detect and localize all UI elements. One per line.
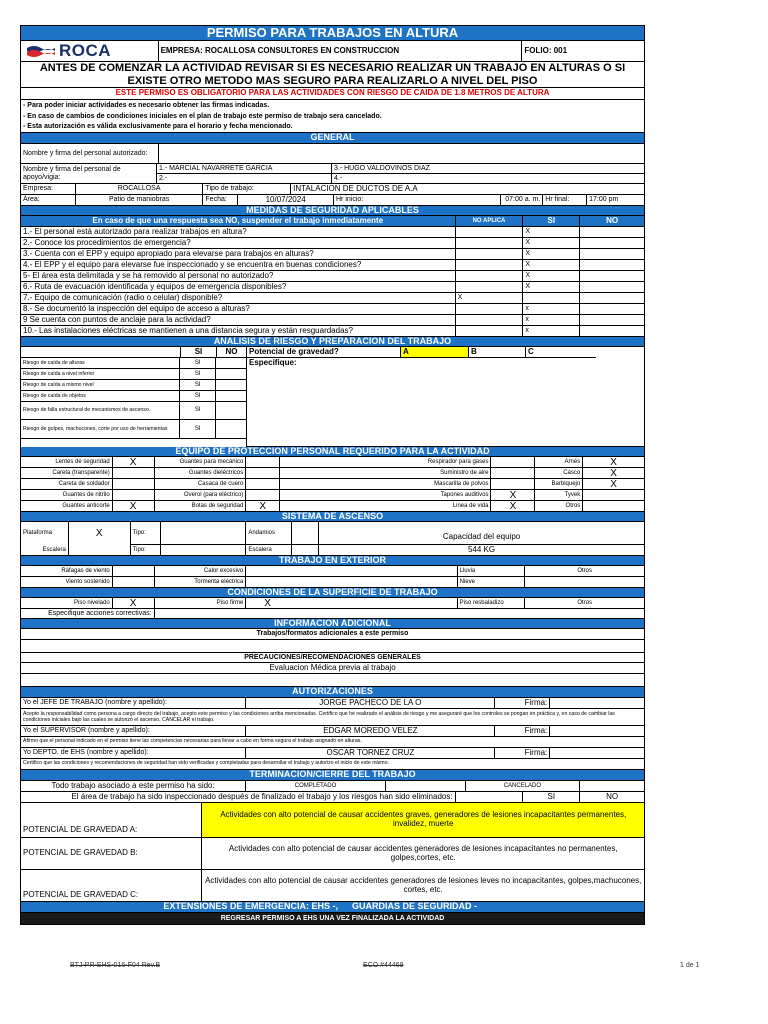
medida-row (20, 304, 645, 315)
medida-si-mark[interactable]: X (523, 238, 580, 249)
risk-label: Riesgo de caída a nivel inferior (21, 369, 180, 380)
folio: FOLIO: 001 (522, 41, 644, 62)
epp-item-label: Otros (535, 501, 583, 512)
risk-si-mark[interactable]: SI (180, 391, 216, 402)
epp-item-label: Casco (535, 468, 583, 479)
risk-row (21, 420, 246, 439)
ehs-name[interactable]: OSCAR TORNEZ CRUZ (246, 748, 495, 759)
company-logo (21, 41, 159, 62)
cierre-heading: TERMINACION/CIERRE DEL TRABAJO (21, 770, 644, 781)
epp-row (20, 468, 645, 479)
risk-row (21, 402, 246, 420)
hr-final-label: Hr final: (543, 195, 587, 206)
supervisor-firma-label: Firma: (495, 726, 550, 737)
cancelado-mark[interactable] (580, 781, 644, 792)
acciones-value[interactable] (155, 609, 644, 619)
medida-si-mark[interactable] (523, 293, 580, 304)
note-2: - En caso de cambios de condiciones iniciales en el plan de trabajo este permiso de trabajo sera cancelado. (23, 112, 382, 120)
extensiones-emergencia: EXTENSIONES DE EMERGENCIA: EHS -, (21, 902, 340, 913)
tipo-label: Tipo de trabajo: (203, 184, 291, 195)
empresa-label: Empresa: (21, 184, 76, 195)
personal-4[interactable]: 4.- (332, 174, 644, 184)
epp-item-mark[interactable] (491, 457, 535, 468)
fecha-value[interactable]: 10/07/2024 (238, 195, 334, 206)
epp-list (20, 457, 645, 512)
logo-flag-icon (27, 44, 55, 58)
epp-item-mark[interactable] (113, 468, 155, 479)
plataforma-tipo-value[interactable] (161, 522, 247, 545)
risk-row (21, 391, 246, 402)
medida-row (20, 249, 645, 260)
medida-item-label: 8.- Se documentó la inspección del equipo de acceso a alturas? (21, 304, 456, 315)
tormenta-mark[interactable] (246, 577, 457, 588)
medida-si-mark[interactable]: x (523, 315, 580, 326)
piso-resbaladizo-label: Piso resbaladizo (458, 598, 526, 609)
viento-label: Viento sostenido (21, 577, 113, 588)
jefe-text: Acepto la responsabilidad como persona a cargo directo del trabajo, acepto este permiso y las condiciones arriba mencionadas. Certifico que he realizado el análisis de riesgo y me aseguraré que los controles se pongan en práctica y, en caso de cambiar las condiciones iniciales bajo las cuales se autorizó el ascenso, CANCELAR el trabajo. (21, 709, 644, 726)
hr-inicio-value[interactable]: 07:00 a. m. (501, 195, 543, 206)
rafagas-label: Ráfagas de viento (21, 566, 113, 577)
acciones-label: Especifique acciones correctivas: (21, 609, 155, 619)
potencial-b[interactable]: B (469, 347, 526, 358)
medida-row (20, 260, 645, 271)
inspeccionado-blank (456, 792, 524, 803)
jefe-label: Yo el JEFE DE TRABAJO (nombre y apellido): (21, 698, 246, 709)
jefe-firma[interactable] (550, 698, 644, 709)
analisis-blank (21, 347, 181, 358)
risk-label: Riesgo de falla estructural de mecanismos de ascenso. (21, 402, 180, 420)
epp-item-label: Arnés (535, 457, 583, 468)
precauciones-label: PRECAUCIONES/RECOMENDACIONES GENERALES (21, 653, 644, 663)
epp-item-mark[interactable]: X (113, 457, 155, 468)
medida-no-aplica-mark[interactable] (456, 282, 524, 293)
epp-item-label: Respirador para gases (280, 457, 491, 468)
permit-form (20, 25, 645, 925)
calor-mark[interactable] (246, 566, 457, 577)
escalera-mark[interactable] (69, 545, 131, 556)
epp-heading: EQUIPO DE PROTECCION PERSONAL REQUERIDO PARA LA ACTIVIDAD (21, 447, 644, 457)
epp-item-mark[interactable] (583, 490, 644, 501)
piso-nivelado-label: Piso nivelado (21, 598, 113, 609)
epp-item-label: Guantes dieléctricos (155, 468, 247, 479)
epp-item-mark[interactable] (246, 457, 280, 468)
medida-no-mark[interactable] (580, 260, 644, 271)
nieve-label: Nieve (458, 577, 526, 588)
supervisor-firma[interactable] (550, 726, 644, 737)
form-title: PERMISO PARA TRABAJOS EN ALTURA (21, 26, 644, 41)
medida-no-aplica-mark[interactable] (456, 304, 524, 315)
medida-no-aplica-mark[interactable] (456, 315, 524, 326)
risk-label: Riesgo de caída de objetos (21, 391, 180, 402)
medida-item-label: 4.- El EPP y el equipo para elevarse fue inspeccionado y se encuentra en buenas condiciones? (21, 260, 456, 271)
inspeccionado-no[interactable]: NO (580, 792, 644, 803)
escalera-label: Escalera (21, 545, 69, 556)
medida-si-mark[interactable]: X (523, 249, 580, 260)
epp-row (20, 490, 645, 501)
epp-item-label: Guantes anticorte (21, 501, 113, 512)
epp-item-label: Tyvek (535, 490, 583, 501)
analisis-col-no: NO (217, 347, 247, 358)
risk-si-mark[interactable]: SI (180, 358, 216, 369)
medida-item-label: 3.- Cuenta con el EPP y equipo apropiado para elevarse para trabajos en alturas? (21, 249, 456, 260)
medida-row (20, 271, 645, 282)
epp-item-mark[interactable]: X (491, 490, 535, 501)
exterior-otros-value[interactable] (525, 577, 644, 588)
medida-no-aplica-mark[interactable] (456, 227, 524, 238)
medida-no-mark[interactable] (580, 315, 644, 326)
plataforma-tipo-label: Tipo: (131, 522, 161, 545)
medida-no-mark[interactable] (580, 326, 644, 337)
epp-row (20, 479, 645, 490)
potencial-a[interactable]: A (401, 347, 469, 358)
medida-no-mark[interactable] (580, 304, 644, 315)
logo-text: ROCA (59, 41, 112, 60)
completado-mark[interactable] (386, 781, 466, 792)
capacidad-value[interactable]: 544 KG (319, 545, 644, 556)
medida-row (20, 315, 645, 326)
epp-item-label: Careta de soldador (21, 479, 113, 490)
epp-item-mark[interactable]: X (583, 457, 644, 468)
epp-item-label: Linea de vida (280, 501, 491, 512)
mandatory-note: ESTE PERMISO ES OBLIGATORIO PARA LAS ACTIVIDADES CON RIESGO DE CAIDA DE 1.8 METROS DE ALTURA (21, 88, 644, 100)
medida-si-mark[interactable]: x (523, 304, 580, 315)
page-number: 1 de 1 (680, 962, 700, 969)
area-value[interactable]: Patio de maniobras (76, 195, 204, 206)
epp-item-mark[interactable] (113, 479, 155, 490)
trabajos-adicionales: Trabajos/formatos adicionales a este permiso (21, 629, 644, 640)
potencial-c-label: POTENCIAL DE GRAVEDAD C: (21, 870, 202, 902)
col-si: SI (523, 216, 580, 227)
risk-no-mark[interactable] (216, 420, 246, 439)
exterior-otros-label: Otros (525, 566, 644, 577)
medida-item-label: 1.- El personal está autorizado para realizar trabajos en altura? (21, 227, 456, 238)
epp-item-label: Overol (para eléctrico) (155, 490, 247, 501)
risk-label: Riesgo de golpes, machucones, corte por uso de herramientas (21, 420, 180, 439)
personal-1[interactable]: 1.- MARCIAL NAVARRETE GARCIA (157, 164, 332, 174)
epp-item-mark[interactable] (491, 468, 535, 479)
piso-nivelado-mark[interactable]: X (113, 598, 155, 609)
medida-no-mark[interactable] (580, 271, 644, 282)
epp-item-label: Barbiquejo (535, 479, 583, 490)
epp-item-mark[interactable] (246, 490, 280, 501)
medida-row (20, 326, 645, 337)
epp-item-mark[interactable]: X (246, 501, 280, 512)
risk-row (21, 380, 246, 391)
potencial-label: Potencial de gravedad? (247, 347, 401, 358)
medida-row (20, 227, 645, 238)
escalera-label-2: Escalera (246, 545, 292, 556)
eco-number: ECO #44469 (363, 962, 404, 969)
epp-item-label: Tapones auditivos (280, 490, 491, 501)
epp-item-mark[interactable]: X (491, 501, 535, 512)
analisis-col-si: SI (181, 347, 217, 358)
tipo-value[interactable]: INTALACION DE DUCTOS DE A.A (291, 184, 644, 195)
epp-item-label: Mascarilla de polvos (280, 479, 491, 490)
risk-row (21, 369, 246, 380)
medida-item-label: 5- El área esta delimitada y se ha removido al personal no autorizado? (21, 271, 456, 282)
risk-label: Riesgo de caída a mismo nivel (21, 380, 180, 391)
completado-label[interactable]: COMPLETADO (246, 781, 386, 792)
risk-label: Riesgo de caída de alturas (21, 358, 180, 369)
medidas-subheading: En caso de que una respuesta sea NO, suspender el trabajo inmediatamente (21, 216, 456, 227)
epp-item-label: Careta (transparente) (21, 468, 113, 479)
form-code: BTJ-PR-EHS-016-F04 Rev.B (70, 962, 161, 969)
ascenso-heading: SISTEMA DE ASCENSO (21, 512, 644, 522)
piso-firme-mark[interactable]: X (246, 598, 457, 609)
medida-item-label: 2.- Conoce los procedimientos de emergencia? (21, 238, 456, 249)
viento-mark[interactable] (113, 577, 155, 588)
potencial-b-label: POTENCIAL DE GRAVEDAD B: (21, 838, 202, 870)
personal-signature[interactable] (159, 144, 644, 164)
epp-row (20, 457, 645, 468)
medida-no-mark[interactable] (580, 238, 644, 249)
fecha-label: Fecha: (203, 195, 238, 206)
epp-item-mark[interactable] (583, 501, 644, 512)
capacidad-label: Capacidad del equipo (319, 522, 644, 545)
superficie-otros-label: Otros (525, 598, 644, 609)
medida-no-mark[interactable] (580, 293, 644, 304)
exterior-heading: TRABAJO EN EXTERIOR (21, 556, 644, 566)
risk-no-mark[interactable] (216, 358, 246, 369)
medida-si-mark[interactable]: X (523, 227, 580, 238)
risk-no-mark[interactable] (216, 369, 246, 380)
area-label: Área: (21, 195, 76, 206)
plataforma-mark[interactable]: X (69, 522, 131, 545)
risk-si-mark[interactable]: SI (180, 369, 216, 380)
trabajos-adicionales-value[interactable] (21, 640, 644, 653)
evaluacion-medica[interactable]: Evaluacion Médica previa al trabajo (21, 663, 644, 674)
analisis-heading: ANALISIS DE RIESGO Y PREPARACION DEL TRABAJO (21, 337, 644, 347)
personal-2[interactable]: 2.- (157, 174, 332, 184)
note-3: - Esta autorización es válida exclusivamente para el horario y fecha mencionado. (21, 122, 644, 133)
epp-item-mark[interactable]: X (113, 501, 155, 512)
inspeccionado-label: El área de trabajo ha sido inspeccionado después de finalizado el trabajo y los riesgos han sido eliminados: (21, 792, 456, 803)
medida-si-mark[interactable]: X (523, 282, 580, 293)
asociado-label: Todo trabajo asociado a este permiso ha sido: (21, 781, 246, 792)
risk-no-mark[interactable] (216, 380, 246, 391)
risk-si-mark[interactable]: SI (180, 380, 216, 391)
risk-list (21, 358, 246, 439)
potencial-c-text: Actividades con alto potencial de causar accidentes generadores de lesiones leves no incapacitantes, golpes,machucones, cortes, etc. (202, 870, 644, 902)
medida-si-mark[interactable]: X (523, 260, 580, 271)
apoyo-label: Nombre y firma del personal de apoyo/vigia: (21, 164, 157, 184)
epp-item-mark[interactable] (113, 490, 155, 501)
col-no: NO (580, 216, 644, 227)
medida-row (20, 282, 645, 293)
epp-item-mark[interactable]: X (583, 468, 644, 479)
epp-item-label: Suministro de aire (280, 468, 491, 479)
medida-item-label: 6.- Ruta de evacuación identificada y equipos de emergencia disponibles? (21, 282, 456, 293)
risk-row (21, 358, 246, 369)
risk-si-mark[interactable]: SI (180, 402, 216, 420)
escalera-tipo-label: Tipo: (131, 545, 161, 556)
calor-label: Calor excesivo (155, 566, 247, 577)
jefe-firma-label: Firma: (495, 698, 550, 709)
hr-inicio-label: Hr inicio: (334, 195, 501, 206)
ehs-label: Yo DEPTO. de EHS (nombre y apellido): (21, 748, 246, 759)
col-no-aplica: NO APLICA (456, 216, 524, 227)
empresa-value[interactable]: ROCALLOSA (76, 184, 204, 195)
jefe-name[interactable]: JORGE PACHECO DE LA O (246, 698, 495, 709)
general-heading: GENERAL (21, 133, 644, 144)
inspeccionado-si[interactable]: SI (523, 792, 580, 803)
cancelado-label[interactable]: CANCELADO (466, 781, 581, 792)
ehs-text: Certifico que las condiciones y recomendaciones de seguridad han sido verificadas y completadas para desarrollar el trabajo y autorizo el inicio de este mismo. (21, 759, 644, 770)
risk-si-mark[interactable]: SI (180, 420, 216, 439)
empresa-header: EMPRESA: ROCALLOSA CONSULTORES EN CONSTRUCCION (159, 41, 523, 62)
potencial-c[interactable]: C (526, 347, 596, 358)
medida-no-aplica-mark[interactable] (456, 326, 524, 337)
potencial-a-label: POTENCIAL DE GRAVEDAD A: (21, 803, 202, 838)
risk-no-mark[interactable] (216, 402, 246, 420)
potencial-a-text: Actividades con alto potencial de causar accidentes graves, generadores de lesiones incapacitantes permanentes, invalidez, muerte (202, 803, 644, 838)
guardias-seguridad: GUARDIAS DE SEGURIDAD - (340, 902, 644, 913)
tormenta-label: Tormenta eléctrica (155, 577, 247, 588)
escalera-mark-2[interactable] (292, 545, 319, 556)
medida-si-mark[interactable]: x (523, 326, 580, 337)
info-heading: INFORMACION ADICIONAL (21, 619, 644, 629)
regresar-permiso: REGRESAR PERMISO A EHS UNA VEZ FINALIZADA LA ACTIVIDAD (21, 913, 644, 925)
piso-firme-label: Piso firme (155, 598, 247, 609)
supervisor-label: Yo el SUPERVISOR (nombre y apellido): (21, 726, 246, 737)
medida-no-aplica-mark[interactable] (456, 238, 524, 249)
autorizaciones-heading: AUTORIZACIONES (21, 687, 644, 698)
epp-item-label: Lentes de seguridad (21, 457, 113, 468)
ehs-firma-label: Firma: (495, 748, 550, 759)
lluvia-label: Lluvia (458, 566, 526, 577)
medida-item-label: 9 Se cuenta con puntos de anclaje para la actividad? (21, 315, 456, 326)
medida-no-mark[interactable] (580, 249, 644, 260)
epp-item-label: Guantes de nitrilo (21, 490, 113, 501)
rafagas-mark[interactable] (113, 566, 155, 577)
medida-no-aplica-mark[interactable]: X (456, 293, 524, 304)
medida-item-label: 10.- Las instalaciones eléctricas se mantienen a una distancia segura y están resguardadas? (21, 326, 456, 337)
epp-item-label: Guantes para mecánico (155, 457, 247, 468)
potencial-b-text: Actividades con alto potencial de causar accidentes generadores de lesiones incapacitantes no permanentes, golpes,cortes, etc. (202, 838, 644, 870)
epp-item-label: Botas de seguridad (155, 501, 247, 512)
epp-item-mark[interactable] (246, 479, 280, 490)
andamios-label: Andamios (246, 522, 292, 545)
medida-row (20, 293, 645, 304)
medidas-list (20, 227, 645, 337)
ehs-firma[interactable] (550, 748, 644, 759)
warning-title: ANTES DE COMENZAR LA ACTIVIDAD REVISAR SI ES NECESARIO REALIZAR UN TRABAJO EN ALTURAS O SI EXISTE OTRO METODO MAS SEGURO PARA REALIZARLO A NIVEL DEL PISO (21, 62, 644, 88)
medidas-heading: MEDIDAS DE SEGURIDAD APLICABLES (21, 206, 644, 216)
epp-item-label: Casaca de cuero (155, 479, 247, 490)
personal-label: Nombre y firma del personal autorizado: (21, 144, 159, 164)
andamios-mark[interactable] (292, 522, 319, 545)
superficie-heading: CONDICIONES DE LA SUPERFICIE DE TRABAJO (21, 588, 644, 598)
medida-item-label: 7.- Equipo de comunicación (radio o celular) disponible? (21, 293, 456, 304)
medida-no-aplica-mark[interactable] (456, 271, 524, 282)
epp-item-mark[interactable] (246, 468, 280, 479)
personal-3[interactable]: 3.- HUGO VALDOVINOS DIAZ (332, 164, 644, 174)
hr-final-value[interactable]: 17:00 pm (587, 195, 644, 206)
supervisor-text: Afirmo que el personal indicado en el permiso tiene las competencias necesarias para llevar a cabo en forma segura el trabajo asignado en alturas. (21, 737, 644, 748)
epp-row (20, 501, 645, 512)
medida-no-aplica-mark[interactable] (456, 249, 524, 260)
epp-item-mark[interactable]: X (583, 479, 644, 490)
escalera-tipo-value[interactable] (161, 545, 247, 556)
epp-item-mark[interactable] (491, 479, 535, 490)
medida-no-aplica-mark[interactable] (456, 260, 524, 271)
plataforma-label: Plataforma (21, 522, 69, 545)
risk-no-mark[interactable] (216, 391, 246, 402)
medida-si-mark[interactable]: X (523, 271, 580, 282)
medida-no-mark[interactable] (580, 282, 644, 293)
medida-row (20, 238, 645, 249)
supervisor-name[interactable]: EDGAR MOREDO VELEZ (246, 726, 495, 737)
medida-no-mark[interactable] (580, 227, 644, 238)
note-1: - Para poder iniciar actividades es necesario obtener las firmas indicadas. (23, 101, 270, 109)
precauciones-value[interactable] (21, 674, 644, 687)
especifique-label: Especifique: (249, 358, 297, 367)
